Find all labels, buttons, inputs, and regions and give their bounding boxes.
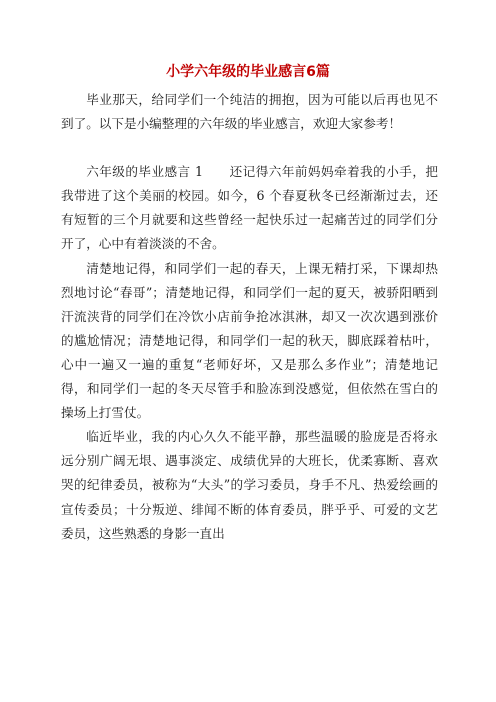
essay-paragraph: 六年级的毕业感言 1 还记得六年前妈妈牵着我的小手，把我带进了这个美丽的校园。如今，6 个春夏秋冬已经渐渐过去，还有短暂的三个月就要和这些曾经一起快乐过一起痛苦过的同学们分开了，心中有着淡淡的不舍。 — [61, 164, 438, 252]
essay-paragraph: 清楚地记得，和同学们一起的春天，上课无精打采，下课却热烈地讨论“春哥”；清楚地记得，和同学们一起的夏天，被骄阳晒到汗流浃背的同学们在冷饮小店前争抢冰淇淋，却又一次次遇到涨价的尴尬情况；清楚地记得，和同学们一起的秋天，脚底踩着枯叶，心中一遍又一遍的重复“老师好坏，又是那么多作业”；清楚地记得，和同学们一起的冬天尽管手和脸冻到没感觉，但依然在雪白的操场上打雪仗。 — [61, 260, 438, 421]
document-title: 小学六年级的毕业感言6篇 — [166, 64, 330, 80]
essay-paragraph: 临近毕业，我的内心久久不能平静，那些温暖的脸庞是否将永远分别广阔无垠、遇事淡定、成绩优异的大班长，优柔寡断、喜欢哭的纪律委员，被称为“大头”的学习委员，身手不凡、热爱绘画的宣传委员；十分叛逆、绯闻不断的体育委员，胖乎乎、可爱的文艺委员，这些熟悉的身影一直出 — [61, 429, 438, 541]
intro-paragraph: 毕业那天，给同学们一个纯洁的拥抱，因为可能以后再也见不到了。以下是小编整理的六年级的毕业感言，欢迎大家参考！ — [61, 92, 438, 132]
document-body — [61, 88, 438, 546]
